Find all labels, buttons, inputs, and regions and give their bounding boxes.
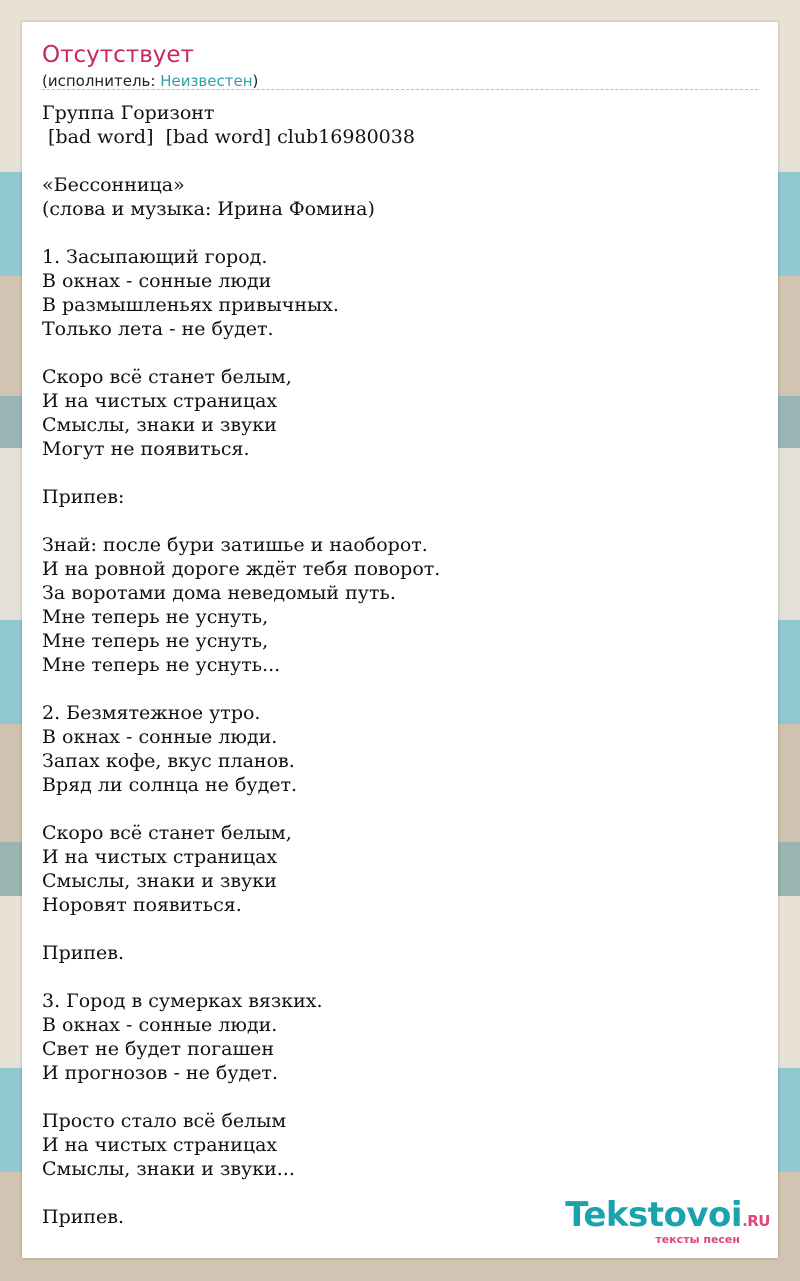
logo-tagline: тексты песен bbox=[655, 1233, 740, 1246]
logo-tld: .RU bbox=[742, 1212, 770, 1230]
lyrics-text: Группа Горизонт [bad word] [bad word] club16980038 «Бессонница» (слова и музыка: Ирина Фомина) 1. Засыпающий город. В окнах - сонные люди В размышленьях привычных. Только лета - не будет. Скоро всё станет белым, И на чистых страницах Смыслы, знаки и звуки Могут не появиться. Припев: Знай: после бури затишье и наоборот. И на ровной дороге ждёт тебя поворот. За воротами дома неведомый путь. Мне теперь не уснуть, Мне теперь не уснуть, Мне теперь не уснуть... 2. Безмятежное утро. В окнах - сонные люди. Запах кофе, вкус планов. Вряд ли солнца не будет. Скоро всё станет белым, И на чистых страницах Смыслы, знаки и звуки Норовят появиться. Припев. 3. Город в сумерках вязких. В окнах - сонные люди. Свет не будет погашен И прогнозов - не будет. Просто стало всё белым И на чистых страницах Смыслы, знаки и звуки... Припев. bbox=[42, 102, 441, 1228]
artist-prefix: (исполнитель: bbox=[42, 72, 161, 90]
song-title: Отсутствует bbox=[42, 42, 194, 68]
artist-link[interactable]: Неизвестен bbox=[160, 72, 253, 90]
title-divider bbox=[42, 89, 758, 90]
artist-line bbox=[42, 72, 258, 90]
artist-suffix: ) bbox=[252, 72, 259, 90]
logo-name: Tekstovoi bbox=[565, 1195, 743, 1235]
lyrics-card bbox=[22, 22, 778, 1258]
site-logo[interactable] bbox=[565, 1197, 770, 1252]
